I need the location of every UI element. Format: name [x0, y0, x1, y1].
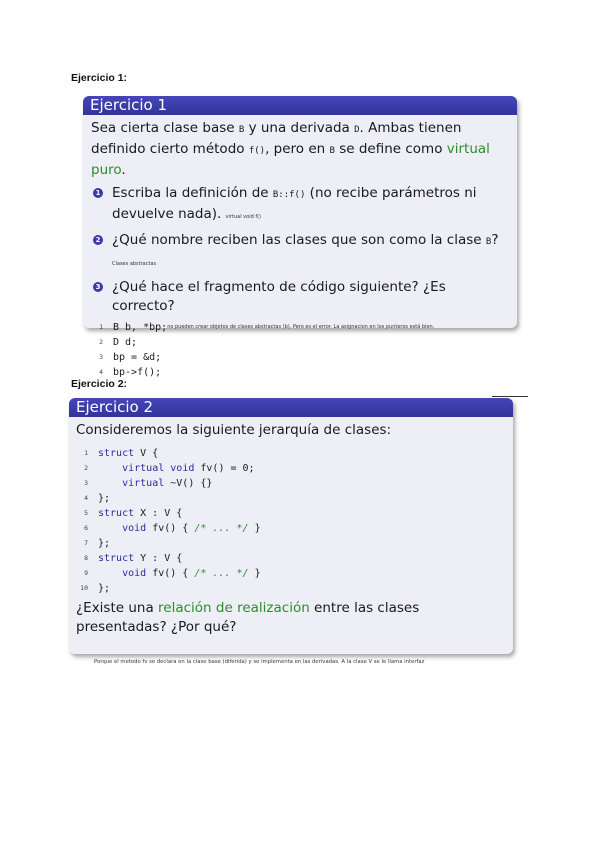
code-line	[91, 320, 509, 335]
code-keyword: void	[170, 463, 195, 474]
item-number-badge: 1	[93, 188, 103, 198]
decorative-rule	[492, 396, 528, 397]
question-item	[91, 184, 509, 227]
code-line	[76, 446, 505, 461]
code-comment: /* ... */	[194, 523, 249, 534]
code-text: };	[98, 493, 111, 504]
line-number: 4	[84, 494, 88, 502]
exercise-2-question	[76, 599, 505, 637]
exercise-2-intro: Consideremos la siguiente jerarquía de clases:	[76, 422, 392, 438]
question-part: ?	[491, 232, 499, 248]
question-part: Escriba la definición de	[112, 185, 273, 201]
code-text	[98, 476, 122, 491]
line-number: 1	[84, 449, 88, 457]
code-text: }	[248, 523, 261, 534]
exercise-1-body	[83, 115, 517, 386]
code-line	[76, 476, 505, 491]
code-text: };	[98, 538, 111, 549]
line-number: 5	[84, 509, 88, 517]
question-part: ¿Qué hace el fragmento de código siguiente? ¿Es correcto?	[112, 279, 446, 314]
handwritten-answer-ex2: Porque el metodo fv se declara en la clase base (diferida) y se implementa en las derivadas. A la clase V se le llama interfaz	[94, 659, 425, 665]
intro-text: y una derivada	[244, 120, 355, 136]
intro-text: . Ambas tienen definido cierto método	[91, 120, 462, 157]
code-text: fv() {	[146, 523, 195, 534]
code-line	[76, 581, 505, 596]
item-number-badge: 3	[93, 282, 103, 292]
question-code: B	[485, 237, 492, 247]
code-text: };	[98, 583, 111, 594]
question-part: (no recibe parámetros ni devuelve nada).	[112, 185, 477, 222]
exercise-1-intro	[91, 119, 509, 180]
code-line	[76, 506, 505, 521]
intro-text: Sea cierta clase base	[91, 120, 239, 136]
virtual-puro-term: virtual puro	[91, 141, 490, 178]
exercise-2-block	[69, 398, 513, 654]
line-number: 3	[84, 479, 88, 487]
line-number: 8	[84, 554, 88, 562]
code-text: B b, *bp;	[113, 322, 168, 333]
intro-code: D	[354, 125, 360, 135]
code-text	[98, 566, 122, 581]
question-part: ¿Qué nombre reciben las clases que son como la clase	[112, 232, 486, 248]
code-line	[76, 551, 505, 566]
line-number: 4	[99, 368, 103, 376]
exercise-1-code	[91, 320, 509, 380]
intro-text: se define como	[334, 141, 447, 157]
code-line	[76, 461, 505, 476]
code-line	[91, 350, 509, 365]
code-text: fv() {	[146, 568, 195, 579]
code-text: Y : V {	[134, 553, 183, 564]
line-number: 2	[99, 338, 103, 346]
code-line	[91, 335, 509, 350]
code-keyword: void	[122, 523, 147, 534]
exercise-2-code	[76, 446, 505, 596]
code-text: D d;	[113, 337, 138, 348]
question-text	[112, 231, 509, 274]
question-item	[91, 231, 509, 274]
code-line	[91, 365, 509, 380]
code-line	[76, 521, 505, 536]
code-text: bp->f();	[113, 367, 162, 378]
handwritten-answer: Clases abstractas	[112, 261, 157, 267]
code-text	[98, 521, 122, 536]
line-number: 2	[84, 464, 88, 472]
intro-text: .	[121, 162, 126, 178]
code-line	[76, 536, 505, 551]
question-text	[112, 184, 509, 227]
code-text: X : V {	[134, 508, 183, 519]
realizacion-term: relación de realización	[158, 600, 310, 616]
exercise-1-question-list	[91, 184, 509, 316]
intro-code: B	[329, 146, 335, 156]
question-part: ¿Existe una	[76, 600, 159, 616]
code-keyword: virtual	[122, 463, 165, 474]
code-text: ~V() {}	[164, 478, 213, 489]
handwritten-answer: no pueden crear objetos de clases abstractas (b). Pero es el error. La asignacion en los punteros está bien.	[167, 324, 435, 330]
intro-code: B	[238, 125, 245, 135]
code-keyword: virtual	[122, 478, 165, 489]
exercise-2-heading: Ejercicio 2:	[71, 378, 128, 390]
code-text: bp = &d;	[113, 352, 162, 363]
code-text: fv() = 0;	[194, 463, 255, 474]
question-code: B::f()	[272, 190, 306, 200]
line-number: 9	[84, 569, 88, 577]
exercise-2-title: Ejercicio 2	[69, 398, 513, 417]
line-number: 3	[99, 353, 103, 361]
code-keyword: struct	[98, 508, 135, 519]
code-keyword: struct	[98, 553, 135, 564]
exercise-1-heading: Ejercicio 1:	[71, 72, 128, 84]
intro-code: f()	[248, 146, 266, 156]
exercise-1-block	[83, 96, 517, 378]
code-text	[98, 461, 122, 476]
line-number: 7	[84, 539, 88, 547]
question-item	[91, 278, 509, 316]
line-number: 6	[84, 524, 88, 532]
line-number: 10	[80, 584, 88, 592]
line-number: 1	[99, 323, 103, 331]
code-text: V {	[134, 448, 159, 459]
intro-text: , pero en	[265, 141, 330, 157]
code-text: }	[248, 568, 261, 579]
code-line	[76, 491, 505, 506]
exercise-1-title: Ejercicio 1	[83, 96, 517, 115]
handwritten-answer: virtual void f()	[225, 214, 262, 220]
code-comment: /* ... */	[194, 568, 249, 579]
question-text	[112, 278, 509, 316]
exercise-2-body	[69, 417, 513, 643]
code-keyword: void	[122, 568, 147, 579]
code-line	[76, 566, 505, 581]
item-number-badge: 2	[93, 235, 103, 245]
question-part: entre las clases presentadas? ¿Por qué?	[76, 600, 420, 635]
code-keyword: struct	[98, 448, 135, 459]
